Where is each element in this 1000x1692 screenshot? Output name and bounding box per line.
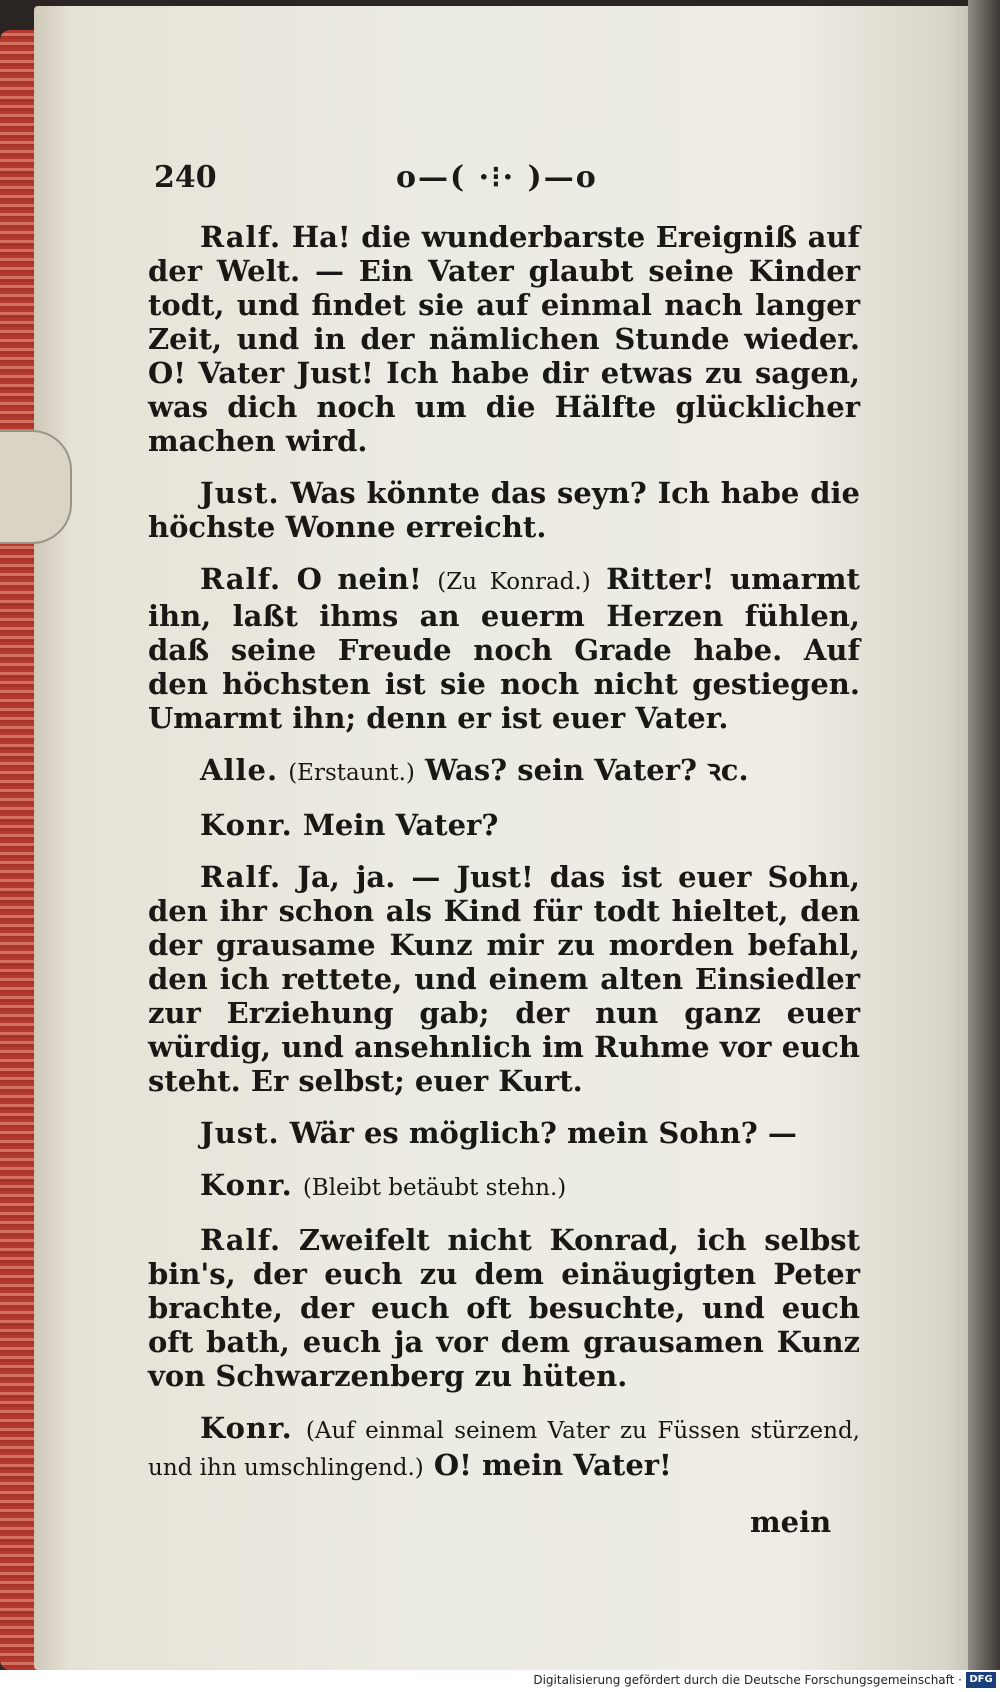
book-gutter [968,0,1000,1692]
dialogue-paragraph [148,476,860,544]
catchword: mein [750,1505,832,1539]
dialogue-text: Ha! die wunderbarste Ereigniß auf der Welt. — Ein Vater glaubt seine Kinder todt, und findet sie auf einmal nach langer Zeit, und in der nämlichen Stunde wieder. O! Vater Just! Ich habe dir etwas zu sagen, was dich noch um die Hälfte glücklicher machen wird. [148,220,860,458]
speaker-name: Alle. [200,753,279,787]
stage-direction: (Zu Konrad.) [437,569,591,595]
speaker-name: Just. [200,476,280,510]
dialogue-paragraph [148,808,860,842]
page-clip [0,430,72,544]
stage-direction: (Auf einmal seinem Vater zu Füssen stürzend, und ihn umschlingend.) [148,1418,860,1481]
page-body [148,220,860,1503]
dialogue-paragraph [148,753,860,790]
speaker-name: Ralf. [200,1223,282,1257]
dialogue-paragraph [148,220,860,458]
speaker-name: Konr. [200,1168,293,1202]
dialogue-text: O! mein Vater! [433,1448,672,1482]
running-header [148,160,868,204]
dialogue-paragraph [148,1168,860,1205]
speaker-name: Ralf. [200,860,282,894]
dialogue-paragraph [148,1411,860,1485]
page-number: 240 [154,160,217,195]
speaker-name: Konr. [200,808,293,842]
dialogue-text: Mein Vater? [302,808,499,842]
dialogue-text: Wär es möglich? mein Sohn? — [289,1116,797,1150]
speaker-name: Konr. [200,1411,293,1445]
speaker-name: Ralf. [200,220,282,254]
dfg-logo: DFG [966,1672,996,1688]
dialogue-paragraph [148,562,860,735]
stage-direction: (Erstaunt.) [288,760,415,786]
dialogue-text: Zweifelt nicht Konrad, ich selbst bin's, der euch zu dem einäugigten Peter brachte, der euch oft besuchte, und euch oft bath, euch ja vor dem grausamen Kunz von Schwarzenberg zu hüten. [148,1223,860,1393]
dialogue-paragraph [148,1116,860,1150]
digitization-credit: Digitalisierung gefördert durch die Deutsche Forschungsgemeinschaft · [533,1673,962,1687]
header-ornament: o—( ·⁝· )—o [396,160,598,195]
dialogue-text: O nein! [296,562,422,596]
dialogue-text: Was? sein Vater? ꝛc. [424,753,749,787]
dialogue-paragraph [148,860,860,1098]
dialogue-text: Ritter! umarmt ihn, laßt ihms an euerm Herzen fühlen, daß seine Freude noch Grade habe. Auf den höchsten ist sie noch nicht gestiegen. Umarmt ihn; denn er ist euer Vater. [148,562,860,735]
dialogue-text: Was könnte das seyn? Ich habe die höchste Wonne erreicht. [148,476,860,544]
speaker-name: Ralf. [200,562,282,596]
dialogue-paragraph [148,1223,860,1393]
stage-direction: (Bleibt betäubt stehn.) [302,1175,567,1201]
dialogue-text: Ja, ja. — Just! das ist euer Sohn, den ihr schon als Kind für todt hieltet, den der grausame Kunz mir zu morden befahl, den ich rettete, und einem alten Einsiedler zur Erziehung gab; der nun ganz euer würdig, und ansehnlich im Ruhme vor euch steht. Er selbst; euer Kurt. [148,860,860,1098]
speaker-name: Just. [200,1116,280,1150]
